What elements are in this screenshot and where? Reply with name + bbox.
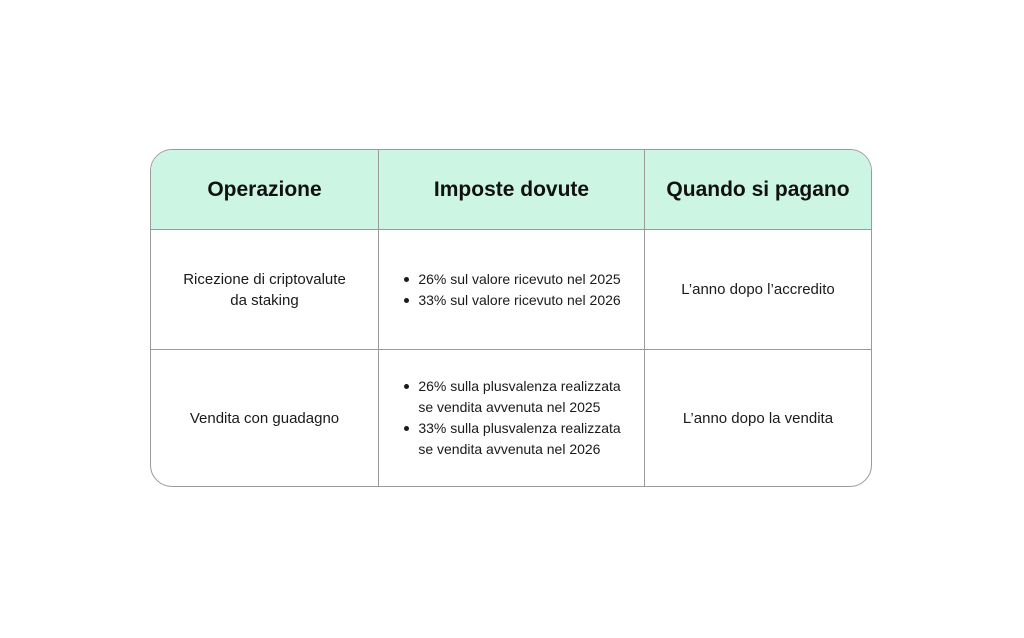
row-1-taxes-cell (379, 230, 645, 350)
row-1-operation-cell (151, 230, 379, 350)
row-2-taxes-cell (379, 350, 645, 486)
header-label: Imposte dovute (433, 177, 590, 201)
header-label: Operazione (207, 177, 322, 201)
list-item: 26% sul valore ricevuto nel 2025 (402, 269, 620, 290)
tax-table (150, 149, 872, 487)
list-item: 26% sulla plusvalenza realizzata se vendita avvenuta nel 2025 (402, 376, 620, 418)
list-item: 33% sul valore ricevuto nel 2026 (402, 290, 620, 311)
header-label: Quando si pagano (666, 177, 850, 201)
row-2-when-cell (645, 350, 871, 486)
row-1-when-cell (645, 230, 871, 350)
list-item: 33% sulla plusvalenza realizzata se vendita avvenuta nel 2026 (402, 418, 620, 460)
row-2-operation-cell (151, 350, 379, 486)
header-operazione (151, 150, 379, 230)
row-2-taxes-list (402, 376, 620, 460)
header-quando-si-pagano (645, 150, 871, 230)
row-1-operation: Ricezione di criptovalute da staking (183, 270, 346, 309)
row-1-when: L’anno dopo l’accredito (681, 281, 835, 298)
tax-table-grid (151, 150, 871, 486)
row-1-taxes-list (402, 269, 620, 311)
row-2-operation: Vendita con guadagno (189, 409, 340, 427)
header-imposte-dovute (379, 150, 645, 230)
row-2-when: L’anno dopo la vendita (682, 409, 834, 427)
